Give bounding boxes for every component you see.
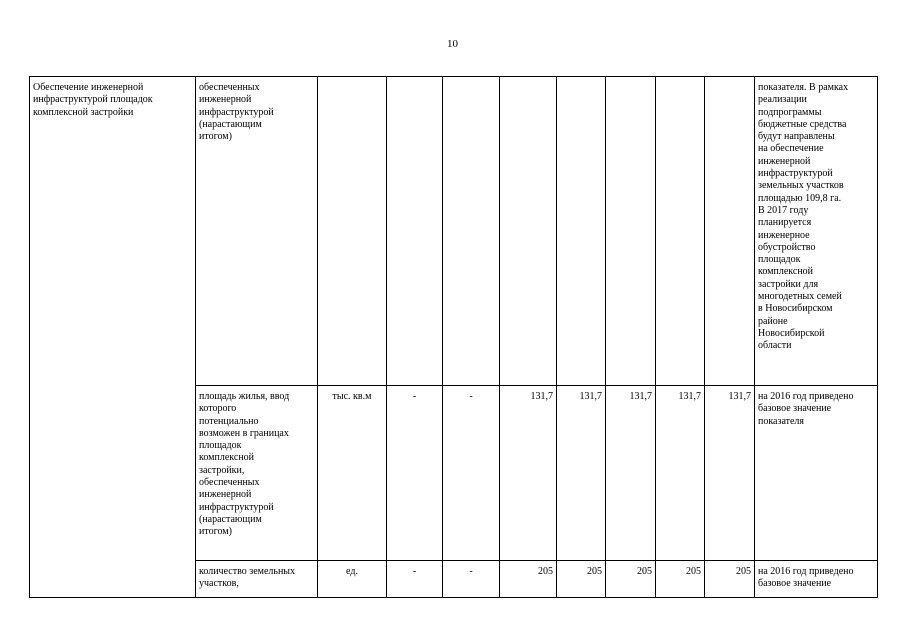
- value-cell: 131,7: [557, 386, 606, 561]
- value-cell: [705, 77, 755, 386]
- value-cell: [500, 77, 557, 386]
- value-cell: 131,7: [606, 386, 656, 561]
- value-cell: 205: [500, 561, 557, 598]
- unit-cell: [318, 77, 387, 386]
- value-cell: 205: [606, 561, 656, 598]
- section-title-cell: Обеспечение инженерной инфраструктурой площадок комплексной застройки: [30, 77, 196, 598]
- unit-cell: тыс. кв.м: [318, 386, 387, 561]
- value-cell: -: [387, 561, 443, 598]
- indicator-cell: обеспеченных инженерной инфраструктурой (нарастающим итогом): [196, 77, 318, 386]
- value-cell: -: [443, 561, 500, 598]
- value-cell: [557, 77, 606, 386]
- value-cell: 131,7: [500, 386, 557, 561]
- value-cell: 205: [705, 561, 755, 598]
- note-cell: на 2016 год приведено базовое значение показателя: [755, 386, 878, 561]
- value-cell: [606, 77, 656, 386]
- value-cell: -: [443, 386, 500, 561]
- note-cell: показателя. В рамках реализации подпрограммы бюджетные средства будут направлены на обеспечение инженерной инфраструктурой земельных участков площадью 109,8 га. В 2017 году планируется инженерное обустройство площадок комплексной застройки для многодетных семей в Новосибирском районе Новосибирской области: [755, 77, 878, 386]
- value-cell: 131,7: [705, 386, 755, 561]
- value-cell: 205: [557, 561, 606, 598]
- table-row: [30, 77, 878, 386]
- value-cell: 205: [656, 561, 705, 598]
- indicators-table: [29, 76, 878, 598]
- value-cell: -: [387, 386, 443, 561]
- value-cell: [387, 77, 443, 386]
- page-number: 10: [447, 38, 458, 50]
- value-cell: [443, 77, 500, 386]
- value-cell: 131,7: [656, 386, 705, 561]
- indicator-cell: количество земельных участков,: [196, 561, 318, 598]
- unit-cell: ед.: [318, 561, 387, 598]
- indicator-cell: площадь жилья, ввод которого потенциально возможен в границах площадок комплексной застройки, обеспеченных инженерной инфраструктурой (нарастающим итогом): [196, 386, 318, 561]
- value-cell: [656, 77, 705, 386]
- note-cell: на 2016 год приведено базовое значение: [755, 561, 878, 598]
